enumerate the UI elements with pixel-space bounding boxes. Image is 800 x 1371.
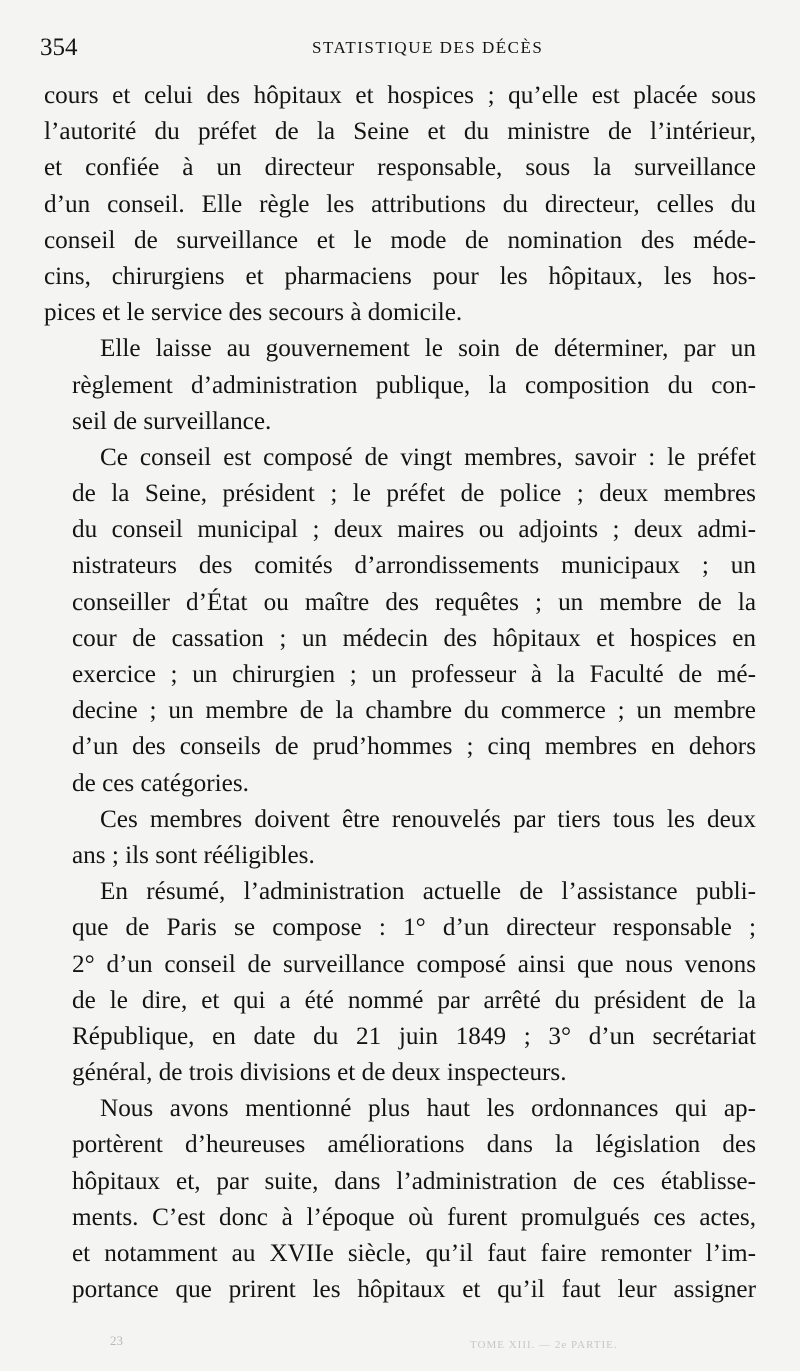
text-line: decine ; un membre de la chambre du commerce ; un membre <box>72 697 756 725</box>
text-line: nistrateurs des comités d’arrondissements municipaux ; un <box>72 552 756 580</box>
paragraph <box>44 78 756 331</box>
text-line: règlement d’administration publique, la composition du con- <box>72 371 756 399</box>
paragraph <box>44 440 756 802</box>
text-line: Elle laisse au gouvernement le soin de déterminer, par un <box>100 335 756 363</box>
text-line: hôpitaux et, par suite, dans l’administration de ces établisse- <box>72 1167 756 1195</box>
body-text <box>44 78 756 1308</box>
text-line: seil de surveillance. <box>72 407 272 435</box>
text-line: et notamment au XVIIe siècle, qu’il faut faire remonter l’im- <box>72 1240 756 1267</box>
paragraph <box>44 802 756 874</box>
text-line: conseil de surveillance et le mode de nomination des méde- <box>44 226 756 254</box>
text-line: ments. C’est donc à l’époque où furent promulgués ces actes, <box>72 1203 756 1231</box>
text-line: pices et le service des secours à domicile. <box>44 299 463 327</box>
text-line: d’un conseil. Elle règle les attributions du directeur, celles du <box>44 190 756 218</box>
page-footer <box>0 1333 800 1363</box>
text-line: 2° d’un conseil de surveillance composé ainsi que nous venons <box>72 950 756 978</box>
text-line: cour de cassation ; un médecin des hôpitaux et hospices en <box>72 624 756 652</box>
text-line: que de Paris se compose : 1° d’un directeur responsable ; <box>72 914 756 942</box>
paragraph <box>44 874 756 1091</box>
text-line: cours et celui des hôpitaux et hospices ; qu’elle est placée sous <box>44 82 756 109</box>
text-line: général, de trois divisions et de deux inspecteurs. <box>72 1059 567 1087</box>
text-line: Ce conseil est composé de vingt membres, savoir : le préfet <box>100 443 756 471</box>
signature-mark: 23 <box>110 1333 123 1348</box>
text-line: conseiller d’État ou maître des requêtes ; un membre de la <box>72 588 756 616</box>
text-line: de ces catégories. <box>72 769 249 797</box>
text-line: cins, chirurgiens et pharmaciens pour les hôpitaux, les hos- <box>44 262 756 290</box>
text-line: de le dire, et qui a été nommé par arrêté du président de la <box>72 986 756 1014</box>
paragraph <box>44 331 756 440</box>
text-line: portèrent d’heureuses améliorations dans la législation des <box>72 1131 756 1159</box>
text-line: République, en date du 21 juin 1849 ; 3° d’un secrétariat <box>72 1022 756 1050</box>
text-line: l’autorité du préfet de la Seine et du ministre de l’intérieur, <box>44 118 756 146</box>
text-line: et confiée à un directeur responsable, sous la surveillance <box>44 154 756 182</box>
text-line: Nous avons mentionné plus haut les ordonnances qui ap- <box>100 1095 756 1123</box>
text-line: de la Seine, président ; le préfet de police ; deux membres <box>72 480 756 508</box>
text-line: En résumé, l’administration actuelle de l’assistance publi- <box>100 878 756 906</box>
footer-note: TOME XIII. — 2e PARTIE. <box>470 1339 618 1351</box>
text-line: exercice ; un chirurgien ; un professeur à la Faculté de mé- <box>72 661 756 688</box>
text-line: ans ; ils sont rééligibles. <box>72 841 315 869</box>
page-header <box>40 34 750 74</box>
text-line: d’un des conseils de prud’hommes ; cinq membres en dehors <box>72 733 756 761</box>
text-line: portance que prirent les hôpitaux et qu’il faut leur assigner <box>72 1276 756 1304</box>
text-line: du conseil municipal ; deux maires ou adjoints ; deux admi- <box>72 516 756 544</box>
page-number: 354 <box>40 34 78 61</box>
text-line: Ces membres doivent être renouvelés par tiers tous les deux <box>100 805 756 833</box>
running-title: STATISTIQUE DES DÉCÈS <box>312 38 544 57</box>
paragraph <box>44 1091 756 1308</box>
